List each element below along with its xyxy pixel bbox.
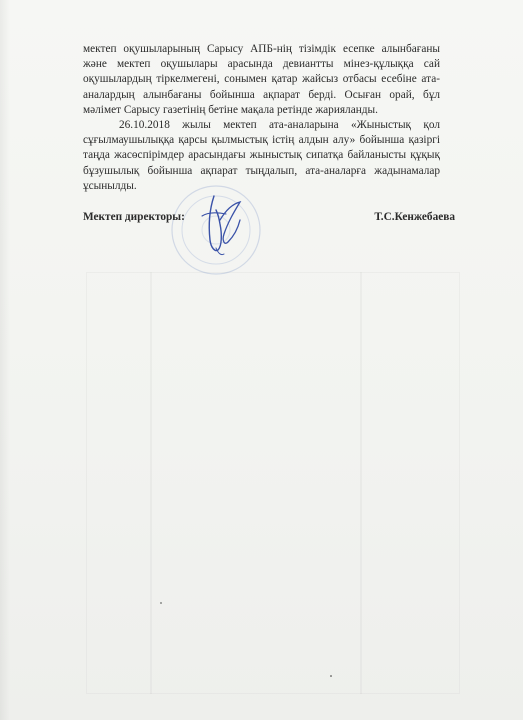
body-paragraph-2: 26.10.2018 жылы мектеп ата-аналарына «Жыныстық қол сұғылмаушылыққа қарсы қылмыстық істің алдын алу» бойынша қазіргі таңда жасөспірімдер арасындағы жыныстық сипатқа байланысты құқық бұзушылық бойынша ақпарат тыңдалып, ата-аналарға жадынамалар ұсынылды.	[83, 119, 440, 192]
show-through-column	[150, 272, 152, 694]
handwritten-signature	[180, 190, 255, 260]
paper-speck	[160, 602, 162, 604]
paper-speck	[330, 675, 332, 677]
page-edge-shadow	[0, 0, 10, 720]
signatory-name: Т.С.Кенжебаева	[374, 211, 455, 223]
show-through-column	[360, 272, 362, 694]
document-body	[83, 42, 440, 194]
show-through-table	[86, 272, 460, 694]
signatory-title: Мектеп директоры:	[83, 211, 185, 223]
body-paragraph-1: мектеп оқушыларының Сарысу АПБ-нің тізімдік есепке алынбағаны және мектеп оқушылары арасында девиантты мінез-құлыққа сай оқушылардың тіркелмегені, сонымен қатар жайсыз отбасы есебіне ата-аналардың алынбағаны бойынша ақпарат берді. Осыған орай, бұл мәлімет Сарысу газетінің бетіне мақала ретінде жарияланды.	[83, 43, 440, 116]
